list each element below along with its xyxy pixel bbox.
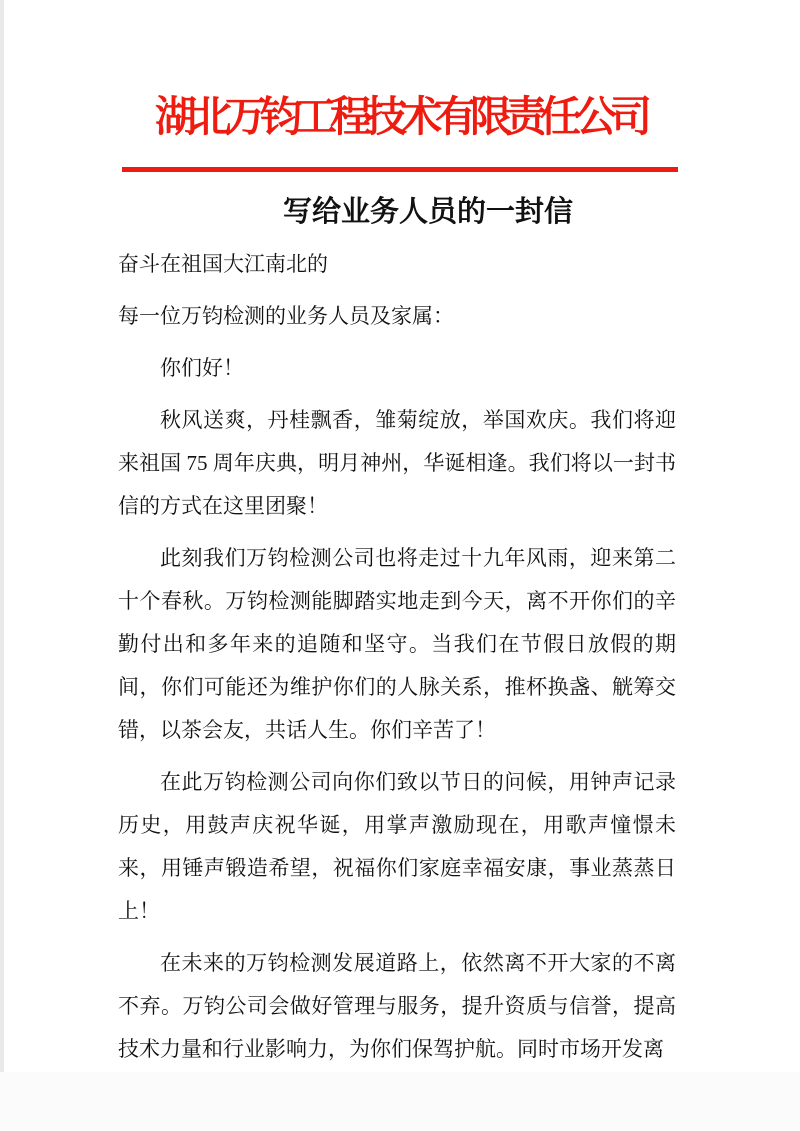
letter-paragraph-2: 此刻我们万钧检测公司也将走过十九年风雨，迎来第二十个春秋。万钧检测能脚踏实地走到今天，离不开你们的辛勤付出和多年来的追随和坚守。当我们在节假日放假的期间，你们可能还为维护你们的人脉关系，推杯换盏、觥筹交错，以茶会友，共话人生。你们辛苦了！ (118, 546, 676, 742)
letter-paragraph-1: 秋风送爽，丹桂飘香，雏菊绽放，举国欢庆。我们将迎来祖国 75 周年庆典，明月神州，华诞相逢。我们将以一封书信的方式在这里团聚！ (118, 408, 676, 518)
salutation-line-2: 每一位万钧检测的业务人员及家属： (118, 304, 454, 328)
letter-body (118, 243, 676, 1071)
company-header: 湖北万钧工程技术有限责任公司 (154, 95, 645, 141)
greeting-line: 你们好！ (160, 356, 244, 380)
letter-paragraph-4: 在未来的万钧检测发展道路上，依然离不开大家的不离不弃。万钧公司会做好管理与服务，提升资质与信誉，提高技术力量和行业影响力，为你们保驾护航。同时市场开发离 (118, 951, 676, 1061)
letter-title: 写给业务人员的一封信 (282, 194, 573, 228)
header-divider-rule (122, 167, 678, 172)
letter-paragraph-3: 在此万钧检测公司向你们致以节日的问候，用钟声记录历史，用鼓声庆祝华诞，用掌声激励现在，用歌声憧憬未来，用锤声锻造希望，祝福你们家庭幸福安康，事业蒸蒸日上！ (118, 770, 676, 923)
page-left-edge (0, 0, 4, 1072)
salutation-line-1: 奋斗在祖国大江南北的 (118, 252, 328, 276)
